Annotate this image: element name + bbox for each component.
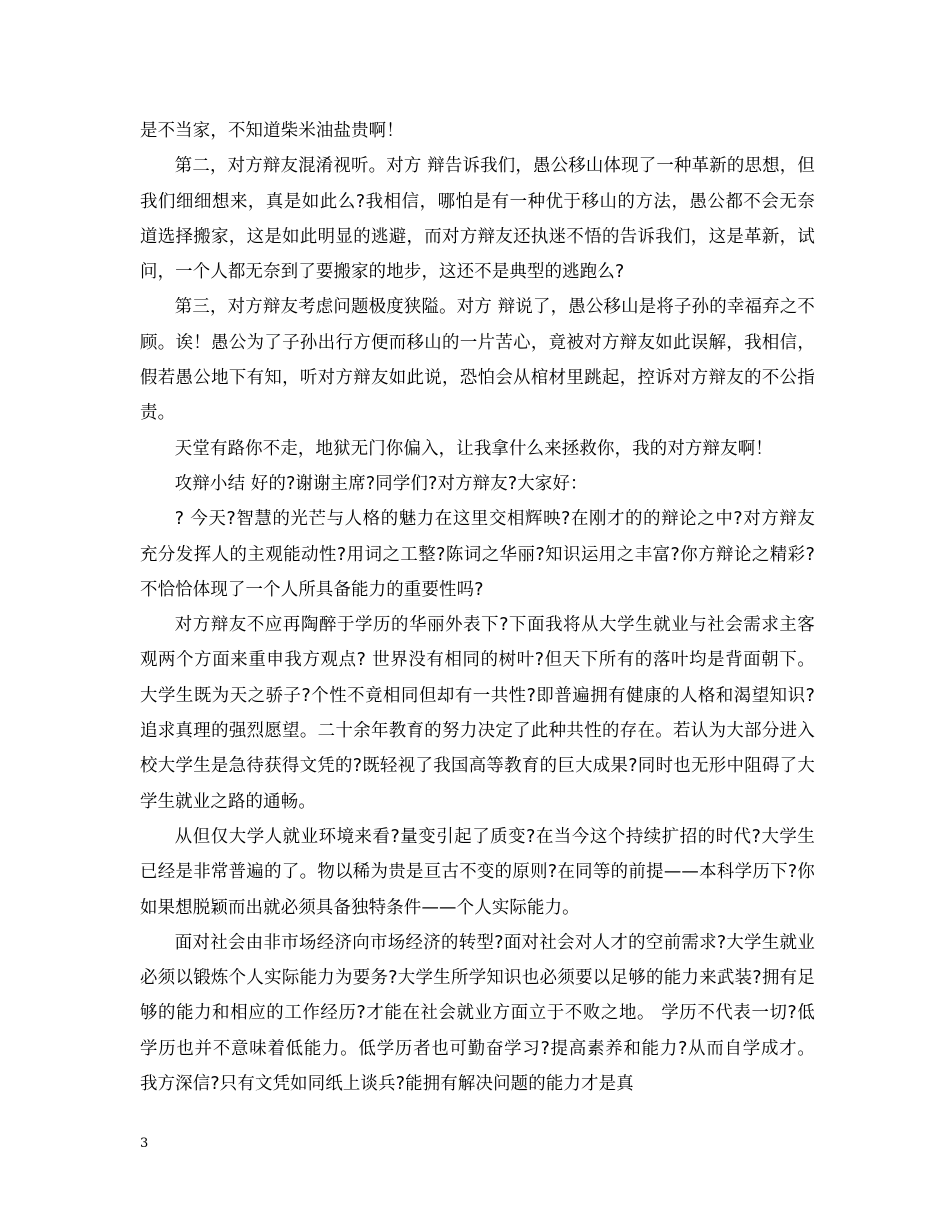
body-text (140, 114, 815, 1102)
paragraph: 面对社会由非市场经济向市场经济的转型?面对社会对人才的空前需求?大学生就业必须以锻炼个人实际能力为要务?大学生所学知识也必须要以足够的能力来武装?拥有足够的能力和相应的工作经历?才能在社会就业方面立于不败之地。 学历不代表一切?低学历也并不意味着低能力。低学历者也可勤奋学习?提高素养和能力?从而自学成才。 我方深信?只有文凭如同纸上谈兵?能拥有解决问题的能力才是真 (140, 932, 815, 1095)
paragraph: ? 今天?智慧的光芒与人格的魅力在这里交相辉映?在刚才的的辩论之中?对方辩友充分发挥人的主观能动性?用词之工整?陈词之华丽?知识运用之丰富?你方辩论之精彩?不恰恰体现了一个人所具备能力的重要性吗? (140, 509, 815, 600)
paragraph: 天堂有路你不走，地狱无门你偏入，让我拿什么来拯救你，我的对方辩友啊！ (174, 438, 773, 459)
paragraph: 是不当家，不知道柴米油盐贵啊！ (140, 121, 404, 141)
paragraph: 从但仅大学人就业环境来看?量变引起了质变?在当今这个持续扩招的时代?大学生已经是非常普遍的了。物以稀为贵是亘古不变的原则?在同等的前提——本科学历下?你如果想脱颖而出就必须具备独特条件——个人实际能力。 (140, 826, 815, 918)
paragraph: 对方辩友不应再陶醉于学历的华丽外表下?下面我将从大学生就业与社会需求主客观两个方面来重申我方观点? 世界没有相同的树叶?但天下所有的落叶均是背面朝下。大学生既为天之骄子?个性不竟相同但却有一共性?即普遍拥有健康的人格和渴望知识?追求真理的强烈愿望。二十余年教育的努力决定了此种共性的存在。若认为大部分进入校大学生是急待获得文凭的?既轻视了我国高等教育的巨大成果?同时也无形中阻碍了大学生就业之路的通畅。 (140, 615, 815, 812)
paragraph: 第二，对方辩友混淆视听。对方 辩告诉我们，愚公移山体现了一种革新的思想，但我们细细想来，真是如此么?我相信，哪怕是有一种优于移山的方法，愚公都不会无奈道选择搬家，这是如此明显的逃避，而对方辩友还执迷不悟的告诉我们，这是革新，试问，一个人都无奈到了要搬家的地步，这还不是典型的逃跑么? (140, 156, 815, 283)
paragraph: 攻辩小结 好的?谢谢主席?同学们?对方辩友?大家好： (174, 473, 588, 494)
page-number: 3 (140, 1136, 149, 1151)
paragraph: 第三，对方辩友考虑问题极度狭隘。对方 辩说了，愚公移山是将子孙的幸福弃之不顾。诶！愚公为了子孙出行方便而移山的一片苦心，竟被对方辩友如此误解，我相信，假若愚公地下有知，听对方辩友如此说，恐怕会从棺材里跳起，控诉对方辩友的不公指责。 (140, 297, 815, 424)
